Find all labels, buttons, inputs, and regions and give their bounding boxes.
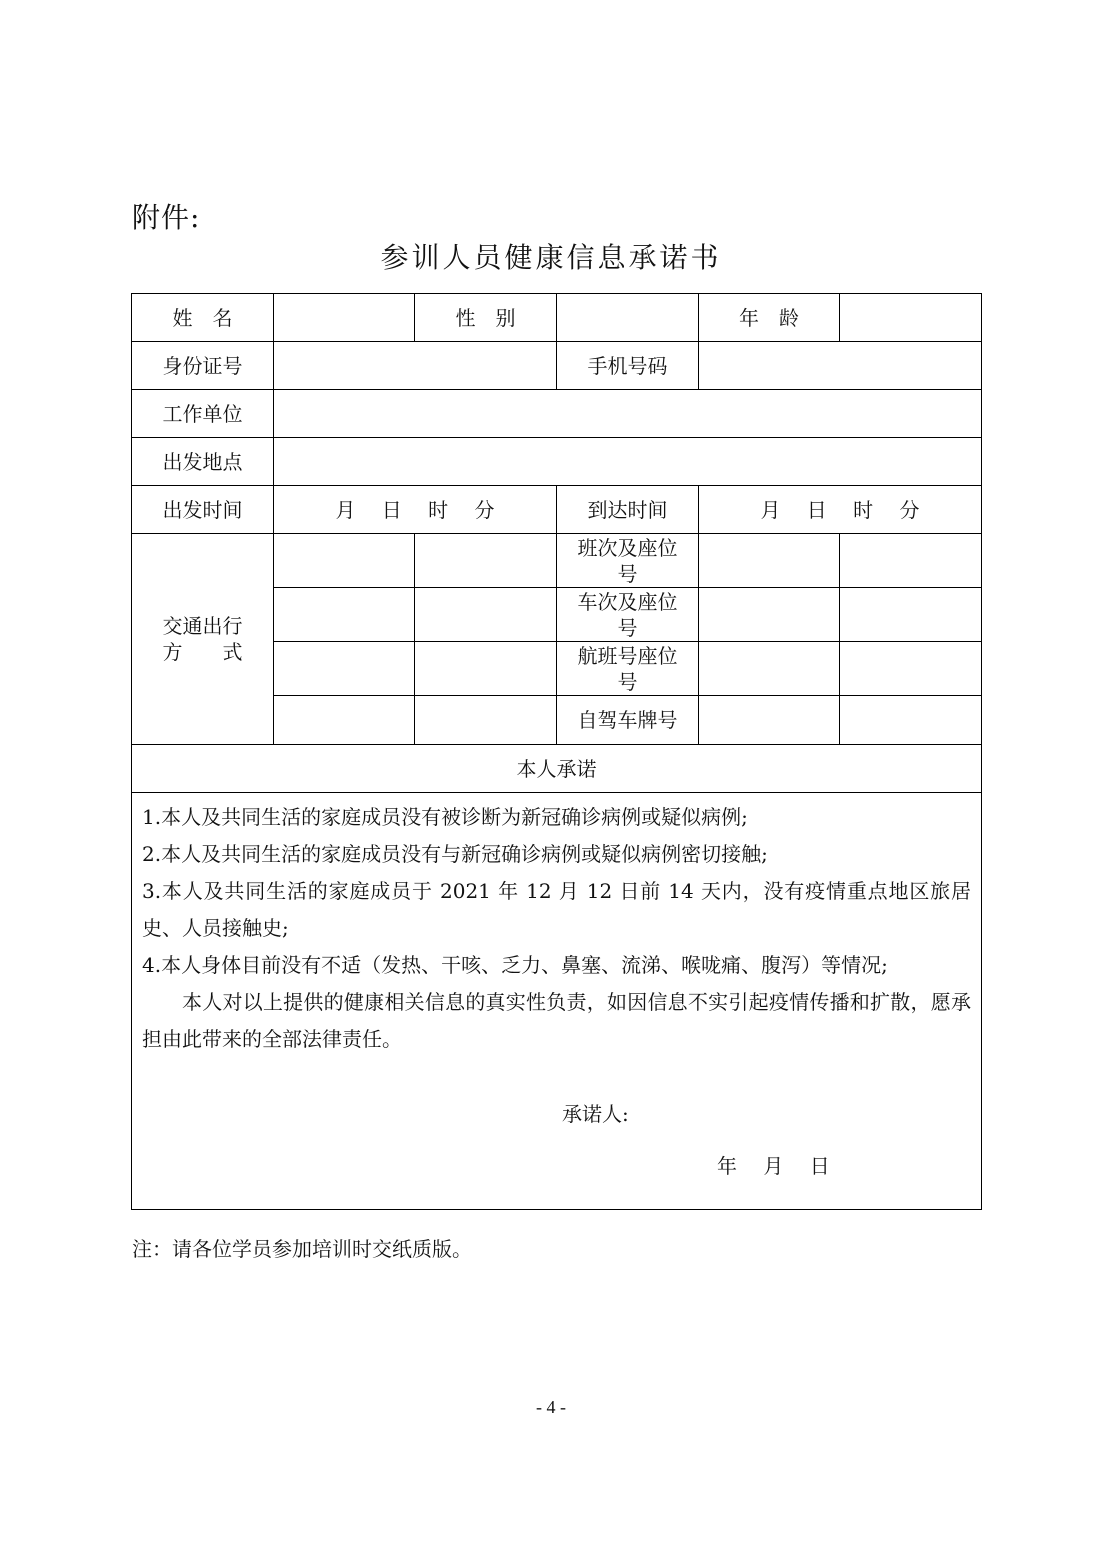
transport-cell[interactable] [699,534,840,588]
health-form-table [131,293,982,1210]
gender-label: 性 别 [415,294,557,342]
departure-place-label: 出发地点 [132,438,274,486]
phone-label: 手机号码 [557,342,699,390]
sign-date: 年 月 日 [717,1154,830,1178]
arrival-time-field[interactable]: 月 日 时 分 [699,486,982,534]
transport-cell[interactable] [840,588,982,642]
attachment-label: 附件: [132,201,201,234]
arrival-time-label: 到达时间 [557,486,699,534]
transport-row-label: 航班号座位号 [557,642,699,696]
id-label: 身份证号 [132,342,274,390]
departure-time-label: 出发时间 [132,486,274,534]
promise-header: 本人承诺 [132,745,982,793]
transport-row-label: 车次及座位号 [557,588,699,642]
departure-place-field[interactable] [274,438,982,486]
employer-label: 工作单位 [132,390,274,438]
departure-time-field[interactable]: 月 日 时 分 [274,486,557,534]
footer-note: 注：请各位学员参加培训时交纸质版。 [132,1237,472,1261]
transport-cell[interactable] [415,588,557,642]
age-label: 年 龄 [699,294,840,342]
transport-cell[interactable] [840,642,982,696]
transport-cell[interactable] [274,696,415,745]
transport-label [132,534,274,745]
promise-item: 4.本人身体目前没有不适（发热、干咳、乏力、鼻塞、流涕、喉咙痛、腹泻）等情况; [142,953,888,977]
promise-body [132,793,982,1210]
transport-row-label: 班次及座位号 [557,534,699,588]
promise-item: 3.本人及共同生活的家庭成员于 2021 年 12 月 12 日前 14 天内，没有疫情重点地区旅居史、人员接触史; [142,879,971,940]
transport-row-label: 自驾车牌号 [557,696,699,745]
promise-item: 1.本人及共同生活的家庭成员没有被诊断为新冠确诊病例或疑似病例; [142,805,748,829]
phone-field[interactable] [699,342,982,390]
transport-cell[interactable] [415,642,557,696]
transport-label-line2: 方 式 [162,640,243,664]
transport-cell[interactable] [840,534,982,588]
gender-field[interactable] [557,294,699,342]
promise-item: 2.本人及共同生活的家庭成员没有与新冠确诊病例或疑似病例密切接触; [142,842,768,866]
transport-cell[interactable] [699,588,840,642]
transport-cell[interactable] [840,696,982,745]
page-number: - 4 - [536,1397,566,1417]
transport-cell[interactable] [274,534,415,588]
transport-cell[interactable] [699,696,840,745]
name-field[interactable] [274,294,415,342]
document-title: 参训人员健康信息承诺书 [380,241,722,274]
signer-label: 承诺人: [562,1102,629,1126]
transport-cell[interactable] [415,534,557,588]
transport-cell[interactable] [274,642,415,696]
transport-cell[interactable] [699,642,840,696]
employer-field[interactable] [274,390,982,438]
id-field[interactable] [274,342,557,390]
age-field[interactable] [840,294,982,342]
promise-statement: 本人对以上提供的健康相关信息的真实性负责，如因信息不实引起疫情传播和扩散，愿承担由此带来的全部法律责任。 [142,990,971,1051]
transport-cell[interactable] [415,696,557,745]
name-label: 姓 名 [132,294,274,342]
transport-cell[interactable] [274,588,415,642]
transport-label-line1: 交通出行 [162,614,243,638]
